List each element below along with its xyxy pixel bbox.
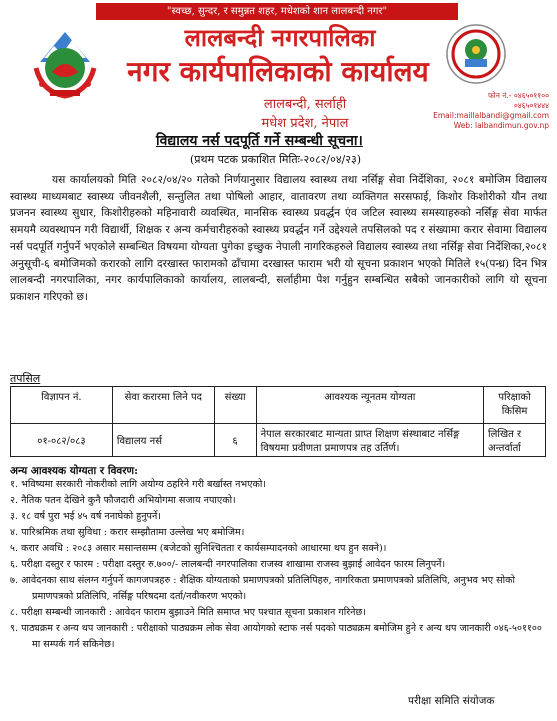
position-cell: विद्यालय नर्स <box>112 424 214 457</box>
ad-number-cell: ०१-०८२/०८३ <box>11 424 113 457</box>
list-item: ९. पाठ्यक्रम र अन्य थप जानकारी : परीक्षाको पाठ्यक्रम लोक सेवा आयोगको स्टाफ नर्स पदको पाठ्यक्रम बमोजिम हुने र अन्य थप जानकारी ०४६-५०११०० मा सम्पर्क गर्न सकिनेछ। <box>10 623 542 650</box>
table-header-row <box>11 387 546 424</box>
email-address[interactable]: Email:maillalbandi@gmail.com <box>433 111 549 120</box>
notice-title: विद्यालय नर्स पदपूर्ति गर्ने सम्बन्धी सूचना। <box>156 133 363 149</box>
province-line: मधेश प्रदेश, नेपाल <box>261 116 349 131</box>
list-item: ८. परीक्षा सम्बन्धी जानकारी : आवेदन फाराम बुझाउने मिति समाप्त भए पश्चात सूचना प्रकाशन गरिनेछ। <box>10 607 366 618</box>
list-item: ३. १८ वर्ष पुरा भई ४५ वर्ष ननाघेको हुनुपर्ने। <box>10 511 161 522</box>
column-header: विज्ञापन नं. <box>11 387 113 424</box>
signatory-title: परीक्षा समिति संयोजक <box>408 695 495 707</box>
requirements-heading: अन्य आवश्यक योग्यता र विवरण: <box>10 465 139 477</box>
column-header: आवश्यक न्यूनतम योग्यता <box>256 387 483 424</box>
list-item: १. भविष्यमा सरकारी नोकरीको लागि अयोग्य ठहरिने गरी बर्खास्त नभएको। <box>10 479 266 490</box>
column-header: संख्या <box>214 387 256 424</box>
office-location: लालबन्दी, सर्लाही <box>263 97 347 112</box>
municipality-logo-icon <box>445 23 507 85</box>
phone-primary: फोन नं.- ०४६५०११०० <box>487 91 549 100</box>
municipality-name: लालबन्दी नगरपालिका <box>184 23 376 52</box>
publication-date: (प्रथम पटक प्रकाशित मितिः-२०८२/०४/२३) <box>190 153 361 166</box>
nepal-emblem-icon <box>30 28 100 100</box>
vacancy-table <box>10 386 546 457</box>
list-item: ६. परीक्षा दस्तुर र फारम : परीक्षा दस्तुर रु.७००/- लालबन्दी नगरपालिका राजस्व शाखामा राजस्व बुझाई आवेदन फारम लिनुपर्ने। <box>10 559 446 570</box>
list-item: ४. पारिश्रमिक तथा सुविधा : करार सम्झौतामा उल्लेख भए बमोजिम। <box>10 527 245 538</box>
list-item: २. नैतिक पतन देखिने कुनै फौजदारी अभियोगमा सजाय नपाएको। <box>10 495 236 506</box>
details-heading: तपसिल <box>10 372 41 385</box>
office-name: नगर कार्यपालिकाको कार्यालय <box>127 55 429 88</box>
phone-secondary: ०४६५०१४४४ <box>513 101 549 110</box>
notice-body: यस कार्यालयको मिति २०८२/०४/२० गतेको निर्णयानुसार विद्यालय स्वास्थ्य तथा नर्सिङ्ग सेवा निर्देशिका, २०८१ बमोजिम विद्यालय स्वास्थ्य माध्यमबाट स्वास्थ्य जीवनशैली, सन्तुलित तथा पोषिलो आहार, वातावरण तथा व्यक्तिगत सरसफाई, किशोर किशोरीको यौन तथा प्रजनन स्वास्थ्य सुधार, किशोरीहरुको महिनावारी व्यवस्थित, मानसिक स्वास्थ्य प्रवर्द्धन एंव जटिल स्वास्थ्य समस्याहरुको नर्सिङ्ग सेवा मार्फत समयमै व्यवस्थापन गरी विद्यार्थी, शिक्षक र अन्य कर्मचारीहरुको स्वास्थ्य प्रवर्द्धन गर्ने उद्देश्यले तपसिलको पद र संख्यामा करार सेवामा विद्यालय नर्स पदपूर्ति गर्नुपर्ने भएकोले सम्बन्धित विषयमा योग्यता पुगेका इच्छुक नेपाली नागरिकहरुले विद्यालय स्वास्थ्य तथा नर्सिङ्ग सेवा निर्देशिका,२०८१ अनुसूची-६ बमोजिमको करारको लागि दरखास्त फारामको ढाँचामा दरखास्त फाराम भरी यो सूचना प्रकाशन भएको मितिले १५(पन्ध्र) दिन भित्र लालबन्दी नगरपालिका, नगर कार्यपालिकाको कार्यालय, लालबन्दी, सर्लाहीमा पेश गर्नुहुन सम्बन्धित सबैको जानकारीको लागि यो सूचना प्रकाशन गरिएको छ। <box>10 174 548 303</box>
column-header: परिक्षाको किसिम <box>484 387 546 424</box>
slogan-banner: "स्वच्छ, सुन्दर, र समुन्नत शहर, मधेशको शान लालबन्दी नगर" <box>96 3 458 20</box>
list-item: ५. करार अवधि : २०८३ असार मसान्तसम्म (बजेटको सुनिश्चितता र कार्यसम्पादनको आधारमा थप हुन सक्ने)। <box>10 543 387 554</box>
list-item: ७. आवेदनका साथ संलग्न गर्नुपर्ने कागजपत्रहरु : शैक्षिक योग्यताको प्रमाणपत्रको प्रतिलिपिहरु, नागरिकता प्रमाणपत्रको प्रतिलिपि, अनुभव भए सोको प्रमाणपत्रको प्रतिलिपि, नर्सिङ्ग परिषदमा दर्ता/नवीकरण भएको। <box>10 575 515 602</box>
table-row <box>11 424 546 457</box>
exam-type-cell: लिखित र अन्तर्वार्ता <box>484 424 546 457</box>
count-cell: ६ <box>214 424 256 457</box>
column-header: सेवा करारमा लिने पद <box>112 387 214 424</box>
qualification-cell: नेपाल सरकारबाट मान्यता प्राप्त शिक्षण संस्थाबाट नर्सिङ्ग विषयमा प्रवीणता प्रमाणपत्र तह उर्तिर्ण। <box>256 424 483 457</box>
website-link[interactable]: Web: lalbandimun.gov.np <box>453 121 549 130</box>
contact-block <box>415 91 555 131</box>
requirements-list <box>10 477 546 653</box>
